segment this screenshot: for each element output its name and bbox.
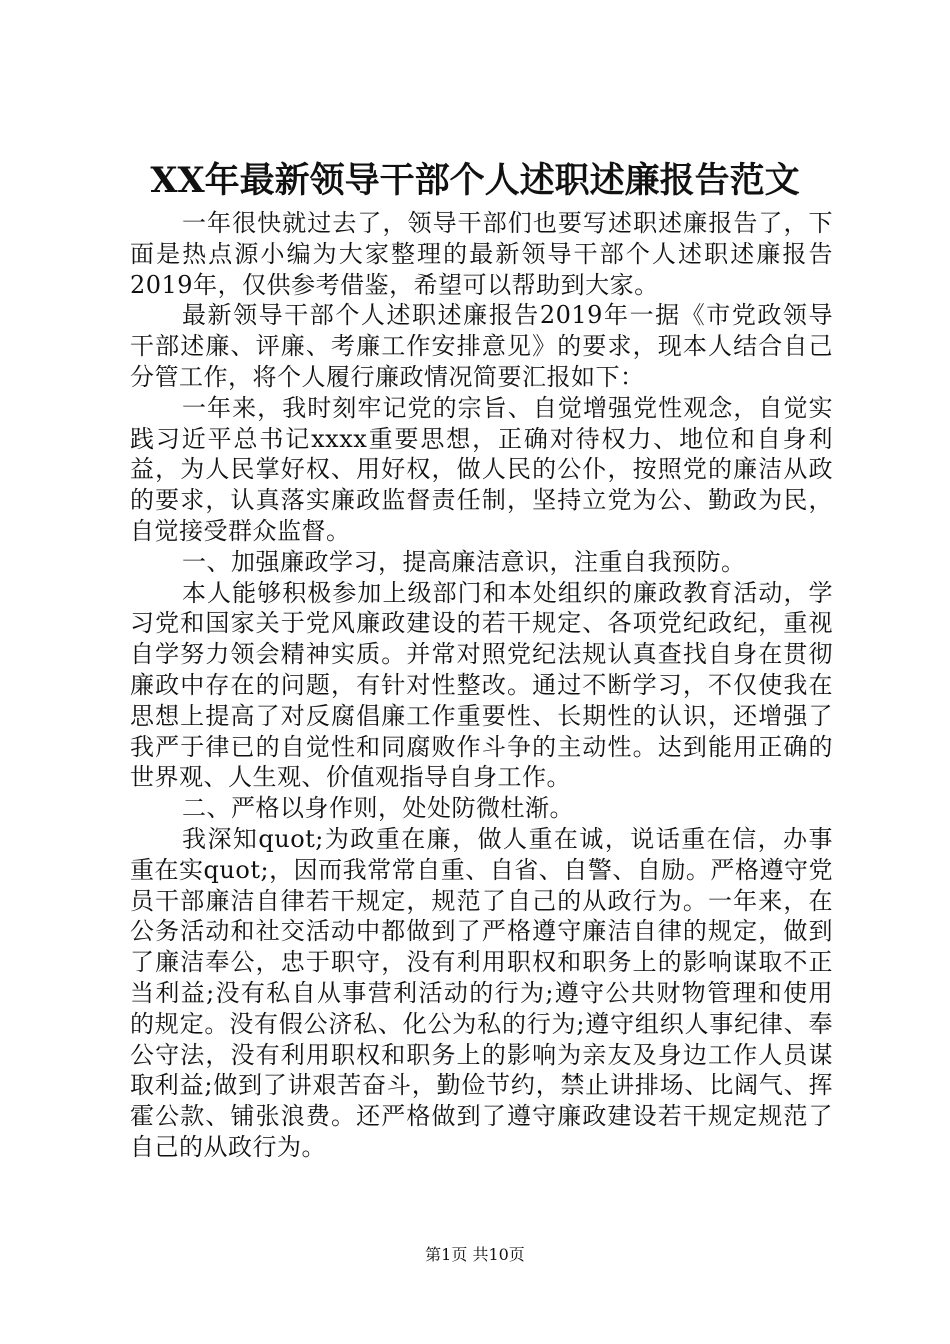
section-heading-1: 一、加强廉政学习，提高廉洁意识，注重自我预防。 [182, 547, 746, 576]
paragraph-section-1: 本人能够积极参加上级部门和本处组织的廉政教育活动，学习党和国家关于党风廉政建设的若干规定、各项党纪政纪，重视自学努力领会精神实质。并常对照党纪法规认真查找自身在贯彻廉政中存在的问题，有针对性整改。通过不断学习，不仅使我在思想上提高了对反腐倡廉工作重要性、长期性的认识，还增强了我严于律已的自觉性和同腐败作斗争的主动性。达到能用正确的世界观、人生观、价值观指导自身工作。 [130, 578, 833, 792]
paragraph-overview: 一年来，我时刻牢记党的宗旨、自觉增强党性观念，自觉实践习近平总书记xxxx重要思想，正确对待权力、地位和自身利益，为人民掌好权、用好权，做人民的公仆，按照党的廉洁从政的要求，认真落实廉政监督责任制，坚持立党为公、勤政为民，自觉接受群众监督。 [130, 393, 833, 545]
section-heading-2: 二、严格以身作则，处处防微杜渐。 [182, 794, 574, 823]
page-number-footer: 第1页 共10页 [425, 1245, 525, 1264]
paragraph-report-basis: 最新领导干部个人述职述廉报告2019年一据《市党政领导干部述廉、评廉、考廉工作安排意见》的要求，现本人结合自己分管工作，将个人履行廉政情况简要汇报如下： [130, 301, 833, 391]
document-title: XX年最新领导干部个人述职述廉报告范文 [150, 160, 800, 201]
paragraph-intro: 一年很快就过去了，领导干部们也要写述职述廉报告了，下面是热点源小编为大家整理的最新领导干部个人述职述廉报告2019年，仅供参考借鉴，希望可以帮助到大家。 [130, 209, 833, 299]
document-body [130, 208, 833, 1163]
paragraph-section-2: 我深知quot;为政重在廉，做人重在诚，说话重在信，办事重在实quot;，因而我常常自重、自省、自警、自励。严格遵守党员干部廉洁自律若干规定，规范了自己的从政行为。一年来，在公务活动和社交活动中都做到了严格遵守廉洁自律的规定，做到了廉洁奉公，忠于职守，没有利用职权和职务上的影响谋取不正当利益;没有私自从事营利活动的行为;遵守公共财物管理和使用的规定。没有假公济私、化公为私的行为;遵守组织人事纪律、奉公守法，没有利用职权和职务上的影响为亲友及身边工作人员谋取利益;做到了讲艰苦奋斗，勤俭节约，禁止讲排场、比阔气、挥霍公款、铺张浪费。还严格做到了遵守廉政建设若干规定规范了自己的从政行为。 [130, 824, 833, 1161]
